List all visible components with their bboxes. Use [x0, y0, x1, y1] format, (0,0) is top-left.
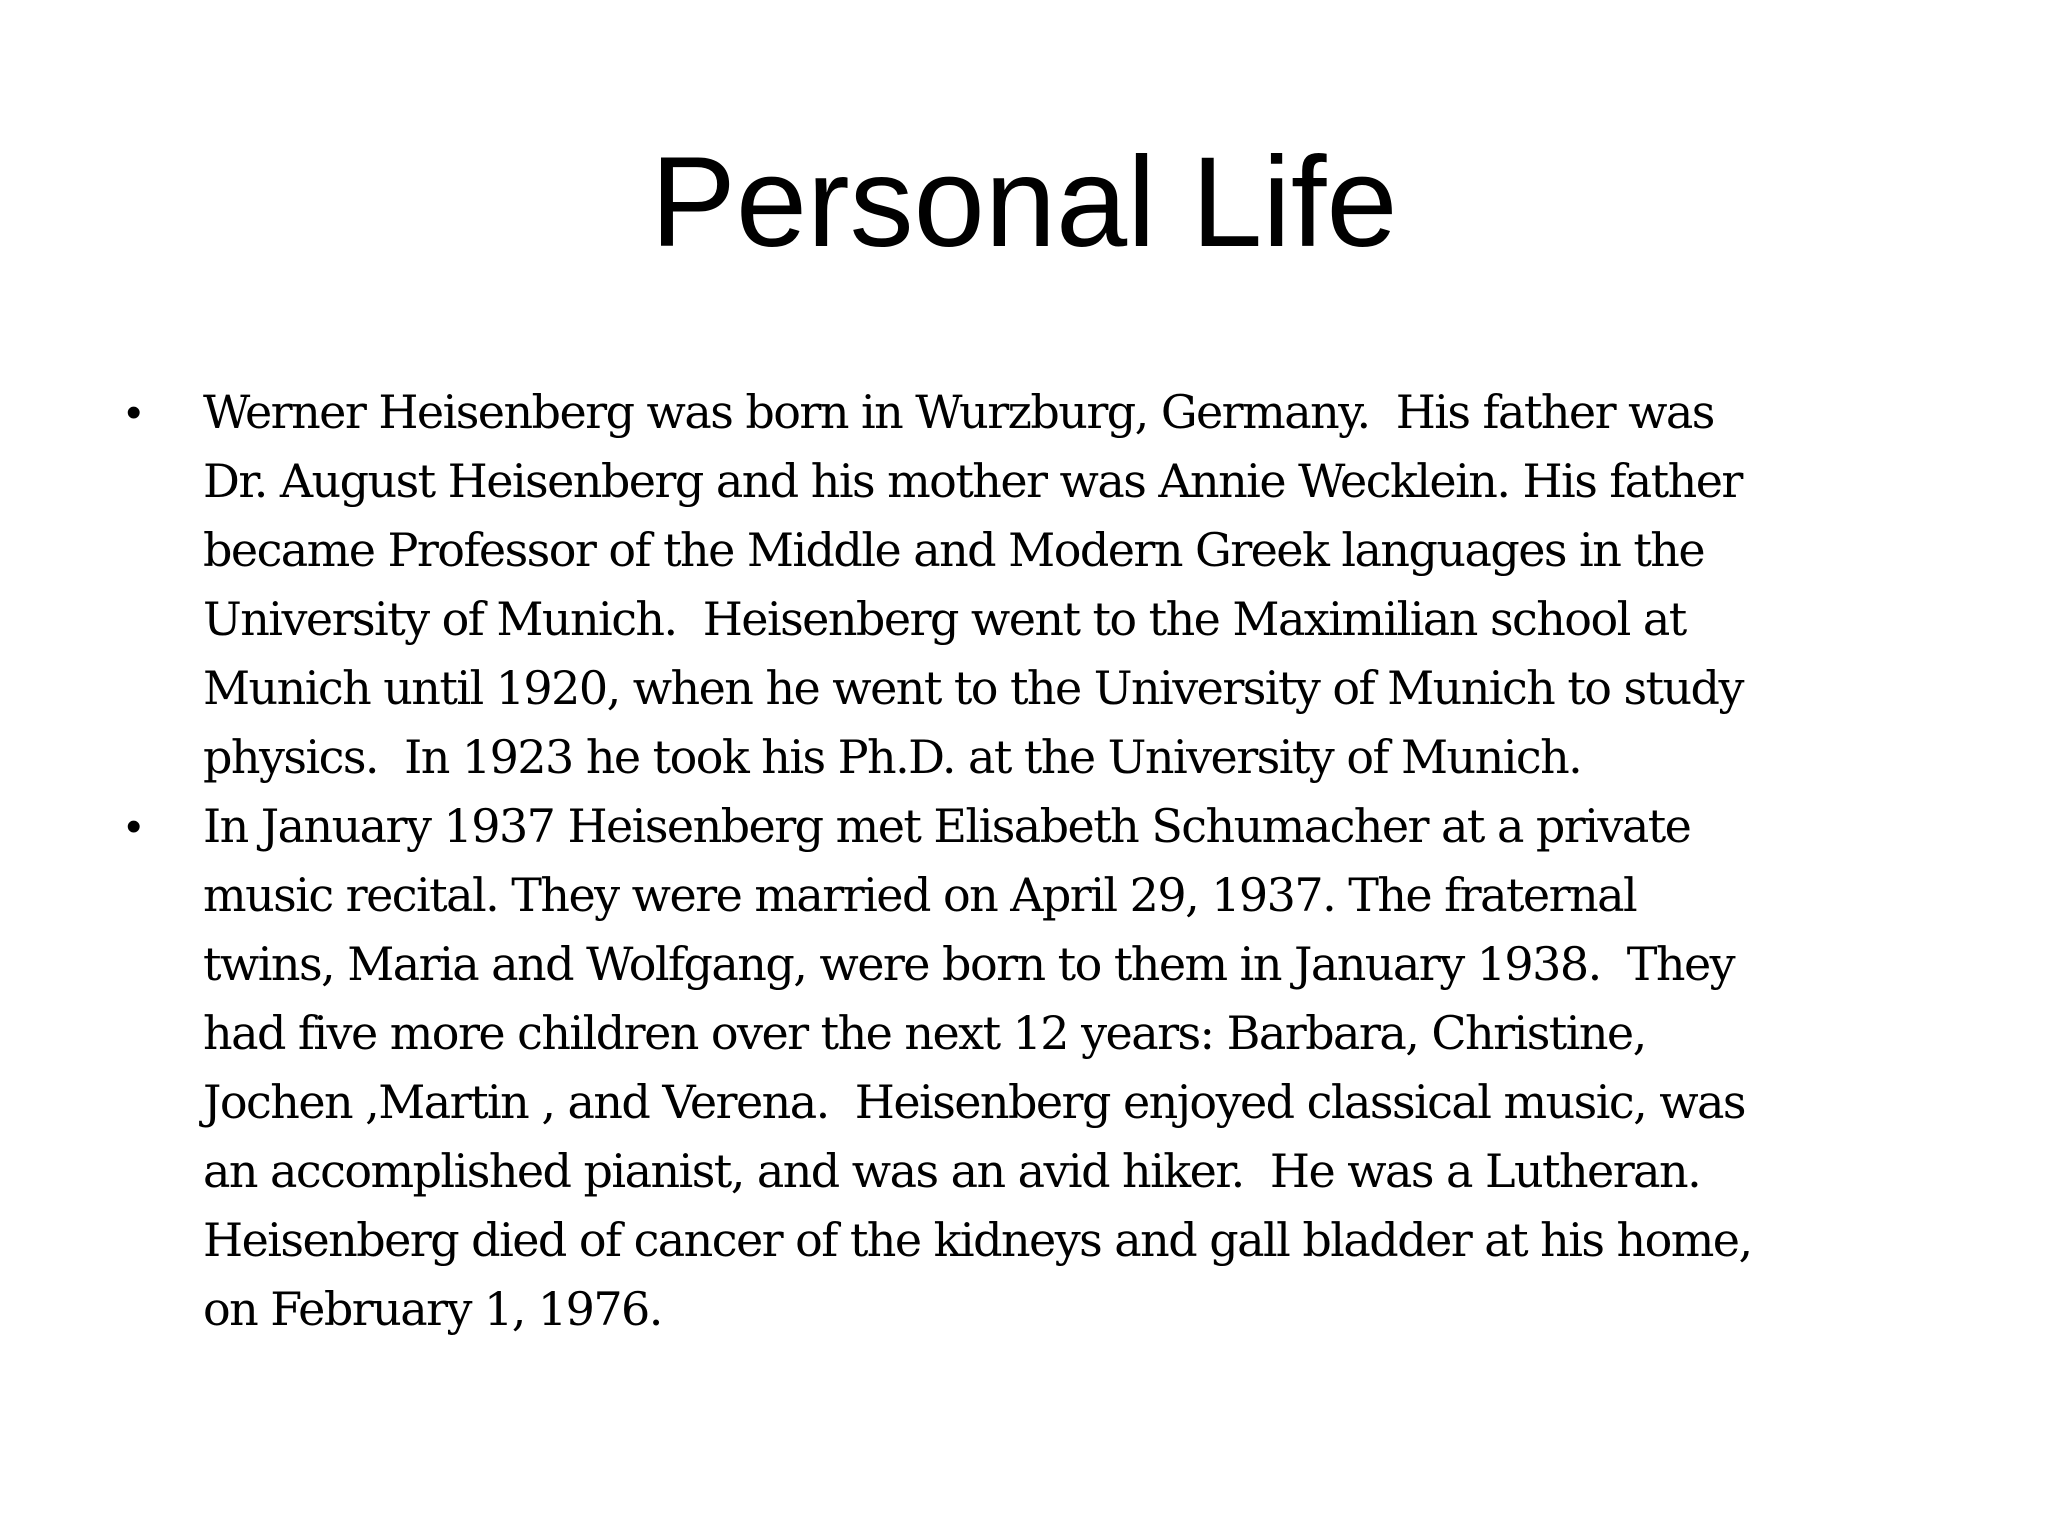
text-line: Dr. August Heisenberg and his mother was Annie Wecklein. His father [203, 454, 1742, 508]
bullet-icon: • [126, 802, 142, 851]
text-line: physics. In 1923 he took his Ph.D. at the University of Munich. [203, 730, 1582, 784]
text-line: on February 1, 1976. [203, 1282, 662, 1336]
text-line: In January 1937 Heisenberg met Elisabeth Schumacher at a private [203, 799, 1691, 853]
bullet-text [203, 378, 1903, 792]
text-line: twins, Maria and Wolfgang, were born to them in January 1938. They [203, 937, 1735, 991]
slide-title: Personal Life [650, 131, 1398, 274]
text-line: became Professor of the Middle and Modern Greek languages in the [203, 523, 1705, 577]
text-line: Jochen ,Martin , and Verena. Heisenberg enjoyed classical music, was [203, 1075, 1745, 1129]
bullet-item-birth-education [0, 378, 2048, 792]
text-line: Werner Heisenberg was born in Wurzburg, Germany. His father was [203, 385, 1714, 439]
text-line: University of Munich. Heisenberg went to the Maximilian school at [203, 592, 1686, 646]
text-line: music recital. They were married on April 29, 1937. The fraternal [203, 868, 1637, 922]
bullet-list [0, 378, 2048, 1344]
text-line: Heisenberg died of cancer of the kidneys and gall bladder at his home, [203, 1213, 1752, 1267]
text-line: an accomplished pianist, and was an avid hiker. He was a Lutheran. [203, 1144, 1701, 1198]
bullet-icon: • [126, 388, 142, 437]
text-line: had five more children over the next 12 years: Barbara, Christine, [203, 1006, 1646, 1060]
text-line: Munich until 1920, when he went to the University of Munich to study [203, 661, 1743, 715]
bullet-item-family-later-life [0, 792, 2048, 1344]
bullet-text [203, 792, 1903, 1344]
